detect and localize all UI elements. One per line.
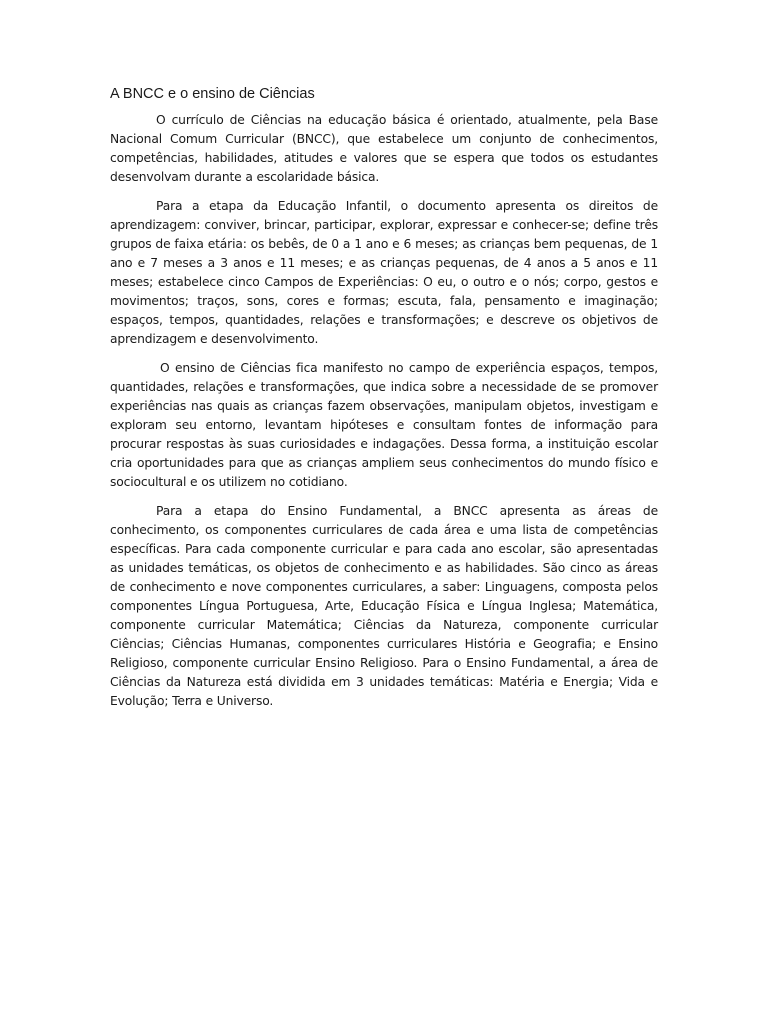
paragraph-2: Para a etapa da Educação Infantil, o documento apresenta os direitos de aprendizagem: conviver, brincar, participar, explorar, expressar e conhecer-se; define três grupos de faixa etária: os bebês, de 0 a 1 ano e 6 meses; as crianças bem pequenas, de 1 ano e 7 meses a 3 anos e 11 meses; e as crianças pequenas, de 4 anos a 5 anos e 11 meses; estabelece cinco Campos de Experiências: O eu, o outro e o nós; corpo, gestos e movimentos; traços, sons, cores e formas; escuta, fala, pensamento e imaginação; espaços, tempos, quantidades, relações e transformações; e descreve os objetivos de aprendizagem e desenvolvimento.	[110, 199, 658, 346]
paragraph-3: O ensino de Ciências fica manifesto no campo de experiência espaços, tempos, quantidades, relações e transformações, que indica sobre a necessidade de se promover experiências nas quais as crianças fazem observações, manipulam objetos, investigam e exploram seu entorno, levantam hipóteses e consultam fontes de informação para procurar respostas às suas curiosidades e indagações. Dessa forma, a instituição escolar cria oportunidades para que as crianças ampliem seus conhecimentos do mundo físico e sociocultural e os utilizem no cotidiano.	[110, 361, 658, 489]
paragraph-4: Para a etapa do Ensino Fundamental, a BNCC apresenta as áreas de conhecimento, os componentes curriculares de cada área e uma lista de competências específicas. Para cada componente curricular e para cada ano escolar, são apresentadas as unidades temáticas, os objetos de conhecimento e as habilidades. São cinco as áreas de conhecimento e nove componentes curriculares, a saber: Linguagens, composta pelos componentes Língua Portuguesa, Arte, Educação Física e Língua Inglesa; Matemática, componente curricular Matemática; Ciências da Natureza, componente curricular Ciências; Ciências Humanas, componentes curriculares História e Geografia; e Ensino Religioso, componente curricular Ensino Religioso. Para o Ensino Fundamental, a área de Ciências da Natureza está dividida em 3 unidades temáticas: Matéria e Energia; Vida e Evolução; Terra e Universo.	[110, 504, 658, 708]
document-title: A BNCC e o ensino de Ciências	[110, 86, 315, 102]
paragraph-1: O currículo de Ciências na educação básica é orientado, atualmente, pela Base Nacional Comum Curricular (BNCC), que estabelece um conjunto de conhecimentos, competências, habilidades, atitudes e valores que se espera que todos os estudantes desenvolvam durante a escolaridade básica.	[110, 113, 658, 184]
document-page	[110, 84, 658, 721]
